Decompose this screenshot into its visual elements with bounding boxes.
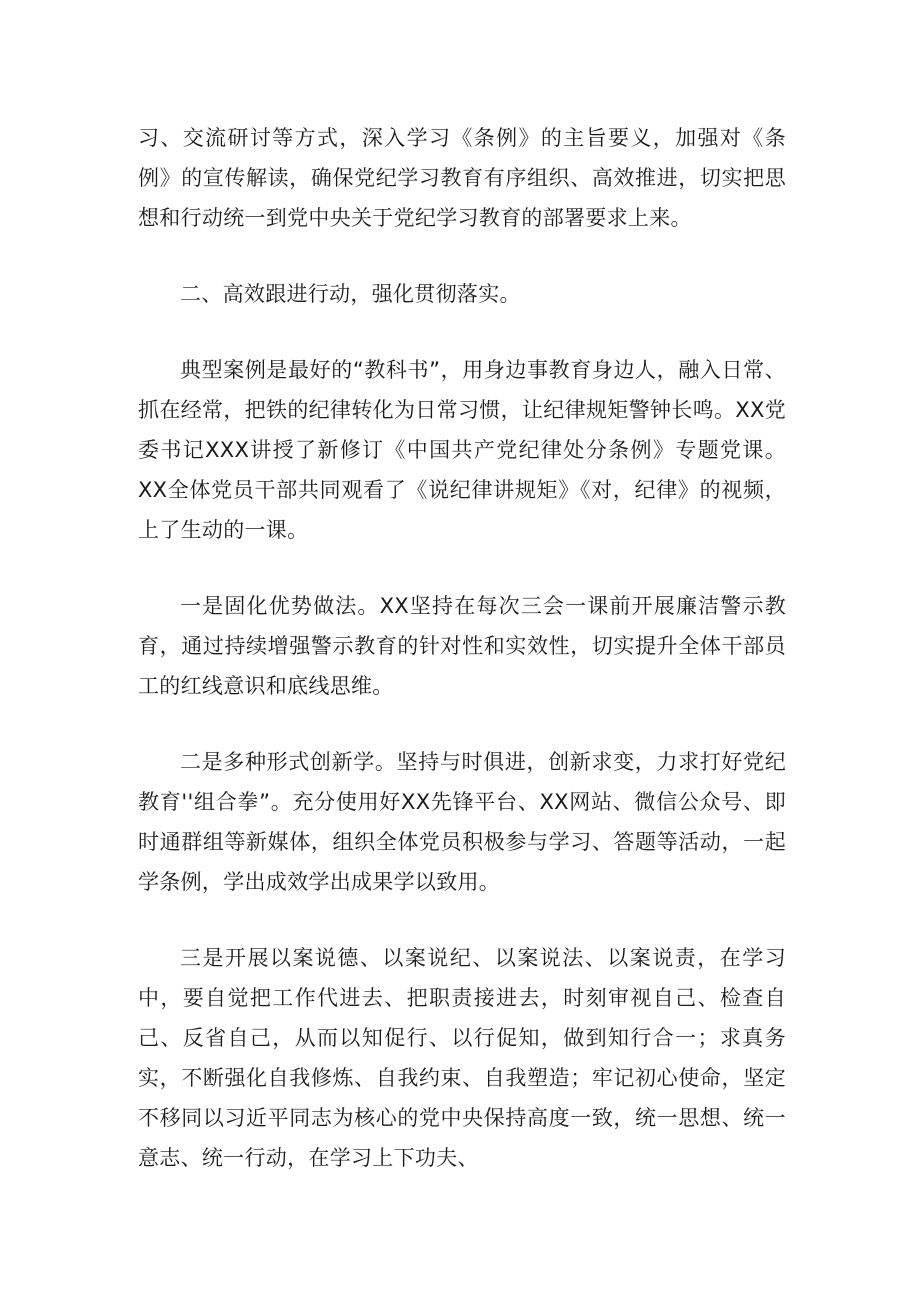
- document-body: [138, 118, 786, 1178]
- paragraph-typical-cases: 典型案例是最好的“教科书”，用身边事教育身边人，融入日常、抓在经常，把铁的纪律转化为日常习惯，让纪律规矩警钟长鸣。XX党委书记XXX讲授了新修订《中国共产党纪律处分条例》专题党课。XX全体党员干部共同观看了《说纪律讲规矩》《对，纪律》的视频，上了生动的一课。: [138, 358, 786, 542]
- paragraph-continued: 习、交流研讨等方式，深入学习《条例》的主旨要义，加强对《条例》的宣传解读，确保党纪学习教育有序组织、高效推进，切实把思想和行动统一到党中央关于党纪学习教育的部署要求上来。: [138, 126, 786, 230]
- paragraph-point-one: 一是固化优势做法。XX坚持在每次三会一课前开展廉洁警示教育，通过持续增强警示教育的针对性和实效性，切实提升全体干部员工的红线意识和底线思维。: [138, 594, 786, 698]
- paragraph-point-two: 二是多种形式创新学。坚持与时俱进，创新求变，力求打好党纪教育''组合拳”。充分使用好XX先锋平台、XX网站、微信公众号、即时通群组等新媒体，组织全体党员积极参与学习、答题等活动，一起学条例，学出成效学出成果学以致用。: [138, 750, 786, 894]
- section-heading: 二、高效跟进行动，强化贯彻落实。: [180, 282, 521, 306]
- paragraph-point-three: 三是开展以案说德、以案说纪、以案说法、以案说责，在学习中，要自觉把工作代进去、把职责接进去，时刻审视自己、检查自己、反省自己，从而以知促行、以行促知，做到知行合一；求真务实，不断强化自我修炼、自我约束、自我塑造；牢记初心使命，坚定不移同以习近平同志为核心的党中央保持高度一致，统一思想、统一意志、统一行动，在学习上下功夫、: [138, 946, 786, 1170]
